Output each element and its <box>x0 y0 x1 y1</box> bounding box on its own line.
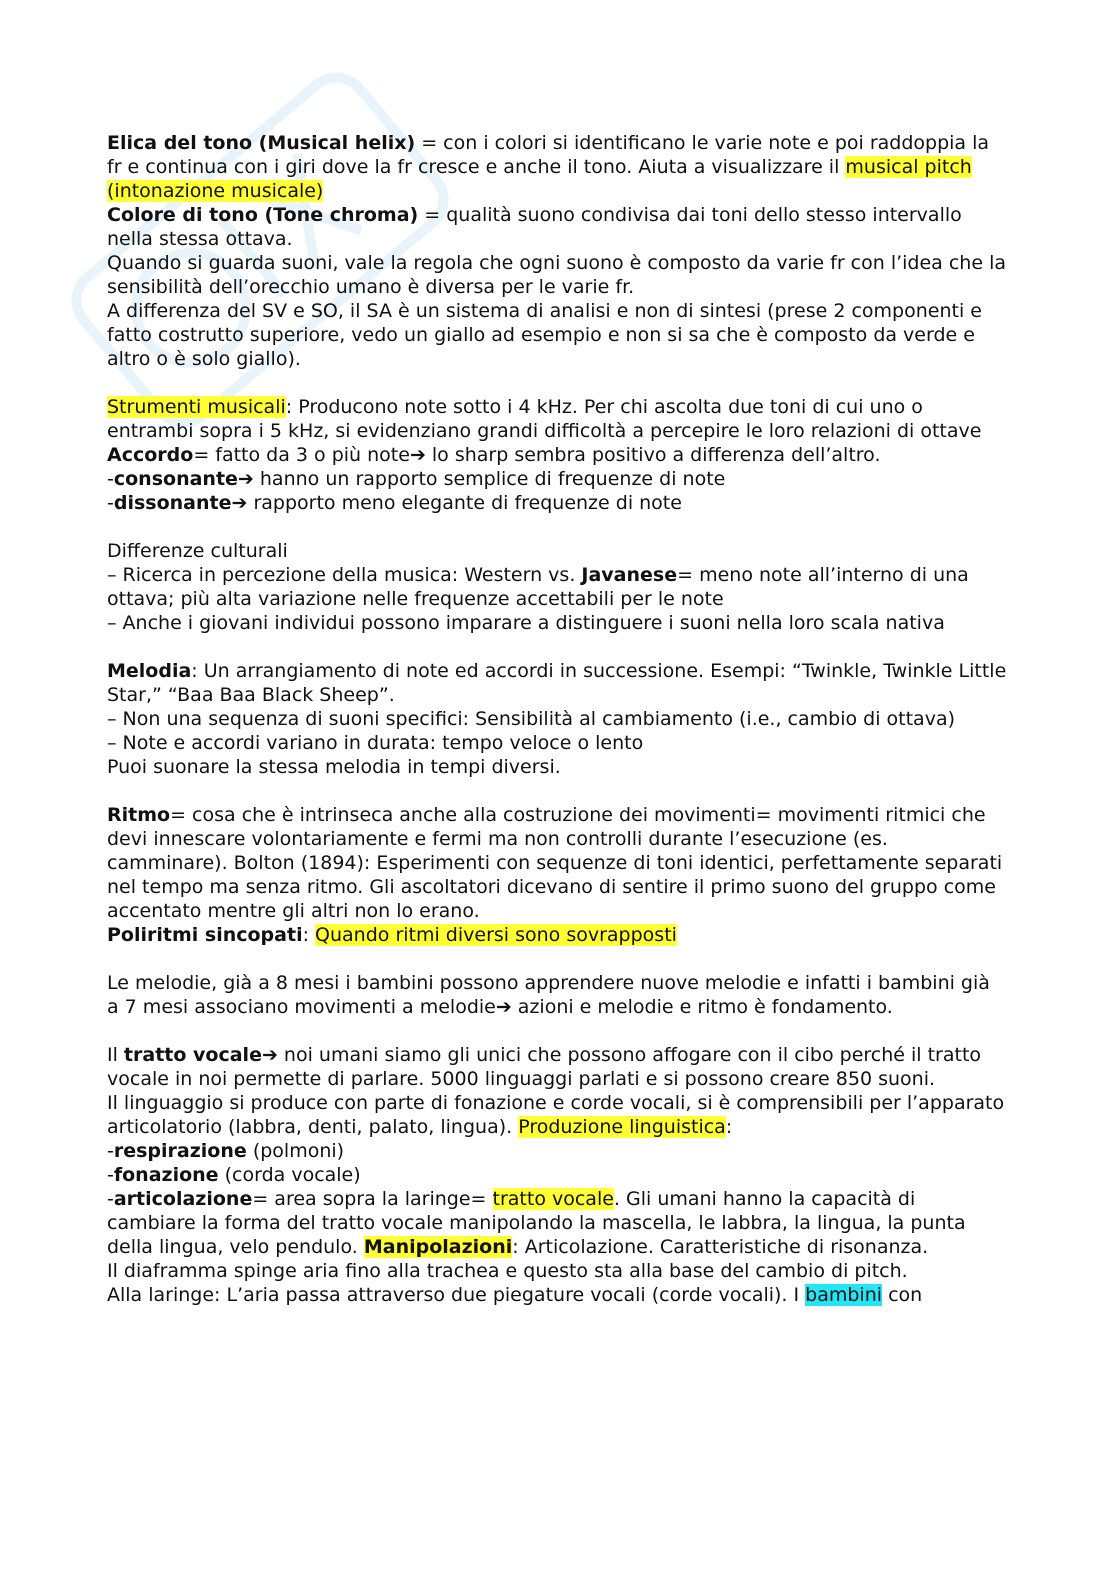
arrow-icon: ➔ <box>495 996 512 1018</box>
list-item-consonant: -consonante➔ hanno un rapporto semplice di frequenze di note <box>107 468 726 490</box>
paragraph-sound-rule: Quando si guarda suoni, vale la regola che ogni suono è composto da varie fr con l’idea che la sensibilità dell’orecchio umano è diversa per le varie fr. <box>107 252 1006 298</box>
paragraph-musical-helix: Elica del tono (Musical helix) = con i colori si identificano le varie note e poi raddoppia la fr e continua con i giri dove la fr cresce e anche il tono. Aiuta a visualizzare il musical pitch (intonazione musicale) <box>107 132 990 202</box>
term-javanese: Javanese <box>581 564 678 586</box>
term-consonant: consonante <box>113 468 238 490</box>
highlight-instruments: Strumenti musicali <box>107 396 286 418</box>
paragraph-infant-melodies: Le melodie, già a 8 mesi i bambini possono apprendere nuove melodie e infatti i bambini già a 7 mesi associano movimenti a melodie➔ azioni e melodie e ritmo è fondamento. <box>107 972 990 1018</box>
arrow-icon: ➔ <box>231 492 248 514</box>
paragraph-language-production: Il linguaggio si produce con parte di fonazione e corde vocali, si è comprensibili per l’apparato articolatorio (labbra, denti, palato, lingua). Produzione linguistica: <box>107 1092 1005 1138</box>
paragraph-diaphragm: Il diaframma spinge aria fino alla trachea e questo sta alla base del cambio di pitch. <box>107 1260 908 1282</box>
highlight-polyrhythm: Quando ritmi diversi sono sovrapposti <box>315 924 677 946</box>
list-item-dissonant: -dissonante➔ rapporto meno elegante di frequenze di note <box>107 492 682 514</box>
heading-cultural-differences: Differenze culturali <box>107 540 288 562</box>
paragraph-chord: Accordo= fatto da 3 o più note➔ lo sharp sembra positivo a differenza dell’altro. <box>107 444 881 466</box>
paragraph-melody-duration: – Note e accordi variano in durata: tempo veloce o lento <box>107 732 644 754</box>
document-body <box>107 131 1007 1307</box>
term-polyrhythm: Poliritmi sincopati <box>107 924 303 946</box>
paragraph-young-individuals: – Anche i giovani individui possono imparare a distinguere i suoni nella loro scala nativa <box>107 612 945 634</box>
list-item-phonation: -fonazione (corda vocale) <box>107 1164 361 1186</box>
term-articulation: articolazione <box>113 1188 253 1210</box>
term-rhythm: Ritmo <box>107 804 171 826</box>
list-item-respiration: -respirazione (polmoni) <box>107 1140 345 1162</box>
term-phonation: fonazione <box>113 1164 219 1186</box>
paragraph-larynx: Alla laringe: L’aria passa attraverso due piegature vocali (corde vocali). I bambini con <box>107 1284 923 1306</box>
paragraph-javanese: – Ricerca in percezione della musica: Western vs. Javanese= meno note all’interno di una ottava; più alta variazione nelle frequenze accettabili per le note <box>107 564 969 610</box>
term-musical-helix: Elica del tono (Musical helix) <box>107 132 416 154</box>
term-vocal-tract: tratto vocale <box>123 1044 262 1066</box>
term-respiration: respirazione <box>113 1140 247 1162</box>
arrow-icon: ➔ <box>261 1044 278 1066</box>
arrow-icon: ➔ <box>237 468 254 490</box>
highlight-vocal-tract: tratto vocale <box>492 1188 614 1210</box>
highlight-children: bambini <box>805 1284 883 1306</box>
list-item-articulation: -articolazione= area sopra la laringe= tratto vocale. Gli umani hanno la capacità di cambiare la forma del tratto vocale manipolando la mascella, le labbra, la lingua, la punta della lingua, velo pendulo. Manipolazioni: Articolazione. Caratteristiche di risonanza. <box>107 1188 966 1258</box>
term-dissonant: dissonante <box>113 492 232 514</box>
paragraph-polyrhythm: Poliritmi sincopati: Quando ritmi diversi sono sovrapposti <box>107 924 677 946</box>
paragraph-rhythm: Ritmo= cosa che è intrinseca anche alla costruzione dei movimenti= movimenti ritmici che devi innescare volontariamente e fermi ma non controlli durante l’esecuzione (es. camminare). Bolton (1894): Esperimenti con sequenze di toni identici, perfettamente separati nel tempo ma senza ritmo. Gli ascoltatori dicevano di sentire il primo suono del gruppo come accentato mentre gli altri non lo erano. <box>107 804 1003 922</box>
arrow-icon: ➔ <box>409 444 426 466</box>
paragraph-sa-analysis: A differenza del SV e SO, il SA è un sistema di analisi e non di sintesi (prese 2 componenti e fatto costrutto superiore, vedo un giallo ad esempio e non si sa che è composto da verde e altro o è solo giallo). <box>107 300 982 370</box>
term-chord: Accordo <box>107 444 194 466</box>
paragraph-melody-sequence: – Non una sequenza di suoni specifici: Sensibilità al cambiamento (i.e., cambio di ottava) <box>107 708 955 730</box>
paragraph-tone-chroma: Colore di tono (Tone chroma) = qualità suono condivisa dai toni dello stesso intervallo nella stessa ottava. <box>107 204 962 250</box>
highlight-musical-pitch: musical pitch (intonazione musicale) <box>107 156 972 202</box>
highlight-manipulations: Manipolazioni <box>363 1236 513 1258</box>
paragraph-instruments: Strumenti musicali: Producono note sotto i 4 kHz. Per chi ascolta due toni di cui uno o entrambi sopra i 5 kHz, si evidenziano grandi difficoltà a percepire le loro relazioni di ottave <box>107 396 982 442</box>
term-melody: Melodia <box>107 660 192 682</box>
paragraph-melody-tempo: Puoi suonare la stessa melodia in tempi diversi. <box>107 756 561 778</box>
term-tone-chroma: Colore di tono (Tone chroma) <box>107 204 419 226</box>
paragraph-melody: Melodia: Un arrangiamento di note ed accordi in successione. Esempi: “Twinkle, Twinkle Little Star,” “Baa Baa Black Sheep”. <box>107 660 1007 706</box>
highlight-linguistic-production: Produzione linguistica <box>518 1116 726 1138</box>
paragraph-vocal-tract: Il tratto vocale➔ noi umani siamo gli unici che possono affogare con il cibo perché il tratto vocale in noi permette di parlare. 5000 linguaggi parlati e si possono creare 850 suoni. <box>107 1044 982 1090</box>
